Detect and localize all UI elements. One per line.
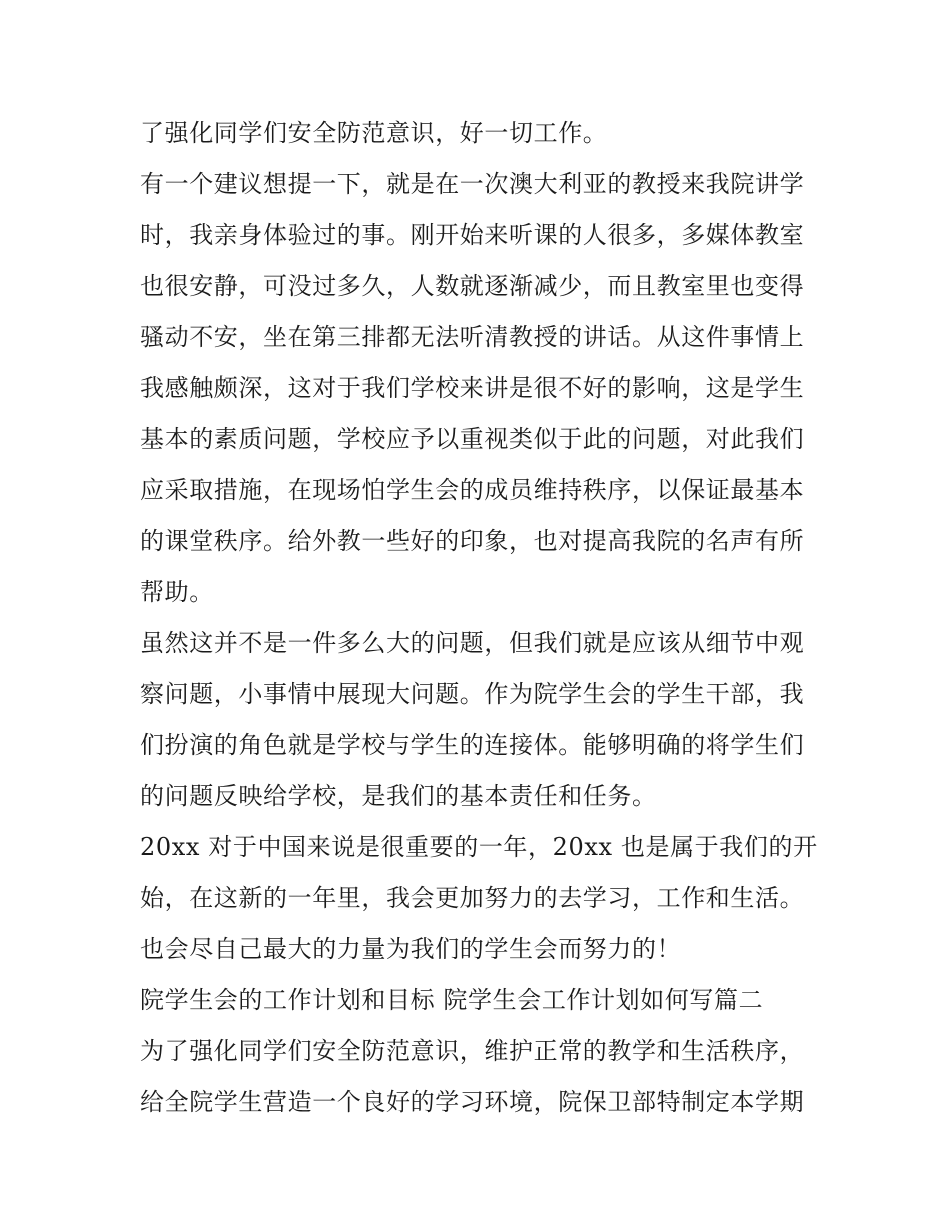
text-line: 虽然这并不是一件多么大的问题，但我们就是应该从细节中观 [140, 629, 805, 657]
text-line: 给全院学生营造一个良好的学习环境，院保卫部特制定本学期 [140, 1088, 805, 1116]
text-line: 应采取措施，在现场怕学生会的成员维持秩序，以保证最基本 [140, 476, 805, 504]
text-line: 的课堂秩序。给外教一些好的印象，也对提高我院的名声有所 [140, 527, 805, 555]
document-body [140, 108, 820, 1128]
text-line: 为了强化同学们安全防范意识，维护正常的教学和生活秩序， [140, 1037, 805, 1065]
text-line: 骚动不安，坐在第三排都无法听清教授的讲话。从这件事情上 [140, 323, 805, 351]
text-line: 帮助。 [140, 578, 214, 606]
text-line: 基本的素质问题，学校应予以重视类似于此的问题，对此我们 [140, 425, 805, 453]
text-line: 20xx 对于中国来说是很重要的一年，20xx 也是属于我们的开 [140, 833, 818, 861]
section-heading: 院学生会的工作计划和目标 院学生会工作计划如何写篇二 [140, 986, 764, 1014]
text-line: 察问题，小事情中展现大问题。作为院学生会的学生干部，我 [140, 680, 805, 708]
text-line: 有一个建议想提一下，就是在一次澳大利亚的教授来我院讲学 [140, 170, 805, 198]
text-line: 时，我亲身体验过的事。刚开始来听课的人很多，多媒体教室 [140, 221, 805, 249]
text-line: 了强化同学们安全防范意识，好一切工作。 [140, 119, 608, 147]
text-line: 也很安静，可没过多久，人数就逐渐减少，而且教室里也变得 [140, 272, 805, 300]
text-line: 也会尽自己最大的力量为我们的学生会而努力的！ [140, 935, 682, 963]
text-line: 我感触颇深，这对于我们学校来讲是很不好的影响，这是学生 [140, 374, 805, 402]
text-line: 的问题反映给学校，是我们的基本责任和任务。 [140, 782, 657, 810]
text-line: 们扮演的角色就是学校与学生的连接体。能够明确的将学生们 [140, 731, 805, 759]
text-line: 始，在这新的一年里，我会更加努力的去学习，工作和生活。 [140, 884, 805, 912]
